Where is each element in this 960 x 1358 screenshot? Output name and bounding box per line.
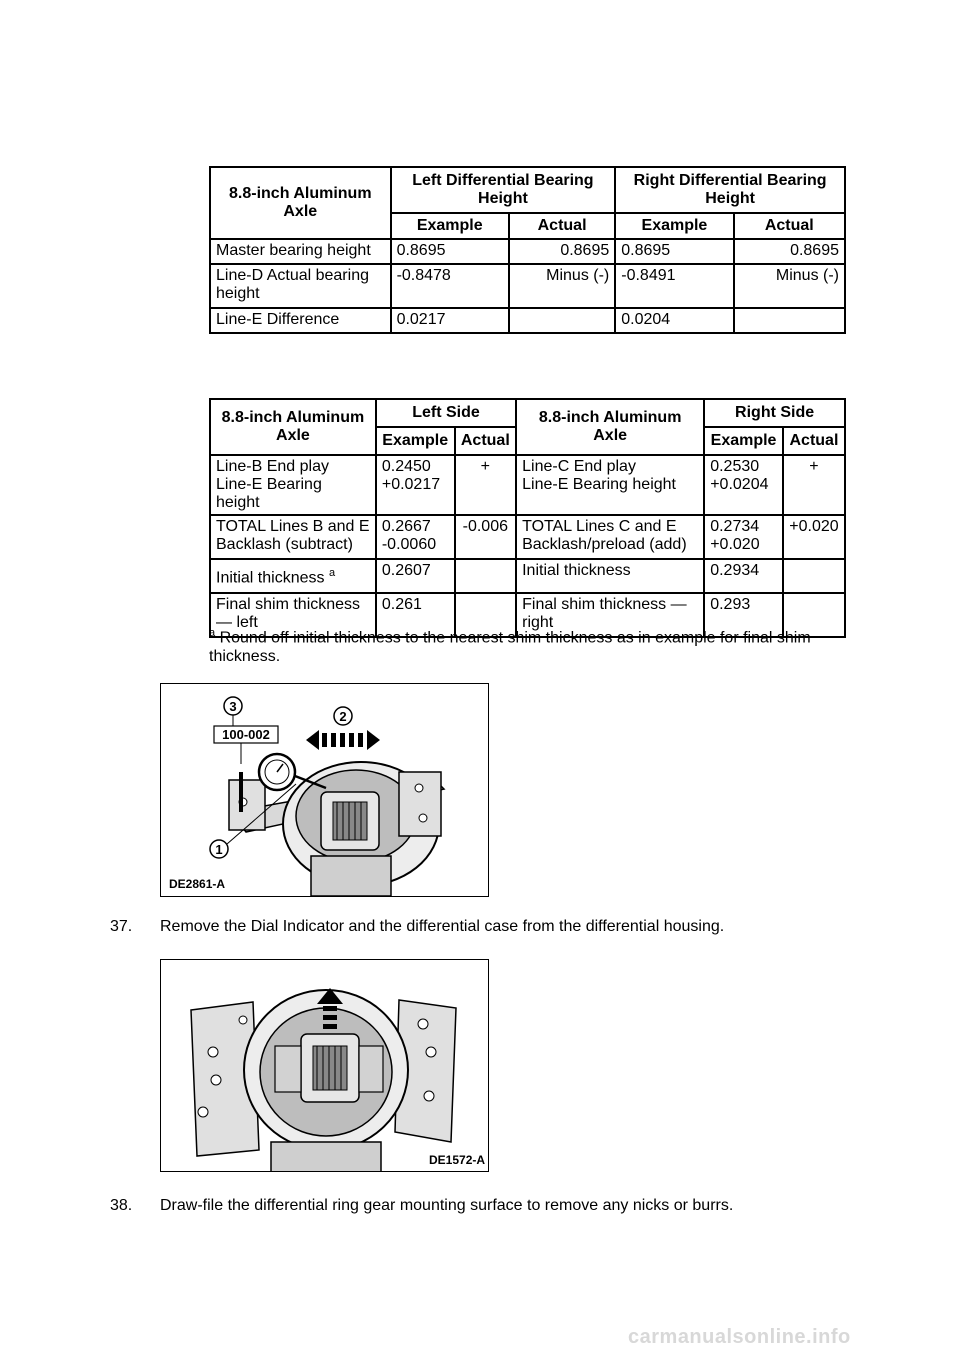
differential-case-illustration: [161, 960, 488, 1171]
cell: [704, 515, 783, 559]
cell: +0.020: [783, 515, 845, 559]
value-line: 0.2450: [381, 458, 431, 475]
step-text: Draw-file the differential ring gear mounting surface to remove any nicks or burrs.: [160, 1197, 734, 1214]
table2-subheader: Actual: [455, 427, 517, 455]
cell: Minus (-): [734, 264, 845, 308]
table1-corner-header: 8.8-inch Aluminum Axle: [210, 167, 391, 239]
table2-left-group-header: Left Side: [376, 399, 516, 427]
cell: 0.293: [704, 593, 783, 637]
table-row: [210, 239, 845, 264]
cell: [376, 455, 455, 515]
value-line: 0.2530: [710, 458, 760, 475]
label-line: Line-B End play: [216, 458, 329, 475]
row-label: Line-D Actual bearing height: [210, 264, 391, 308]
step-text: Remove the Dial Indicator and the differential case from the differential housing.: [160, 918, 725, 935]
callout-2: 2: [339, 709, 347, 724]
footnote-mark: a: [209, 627, 216, 639]
table-row: [210, 515, 845, 559]
table2-right-group-header: Right Side: [704, 399, 845, 427]
row-label: Initial thickness: [516, 559, 704, 593]
row-label: [516, 455, 704, 515]
tool-number: 100-002: [222, 727, 270, 742]
cell: [376, 515, 455, 559]
row-label: Line-E Difference: [210, 308, 391, 333]
callout-1: 1: [215, 842, 223, 857]
table2-left-corner-header: 8.8-inch Aluminum Axle: [210, 399, 376, 455]
shim-thickness-table: [209, 398, 846, 638]
value-line: +0.0217: [381, 476, 441, 493]
bearing-height-table: [209, 166, 846, 334]
table1-subheader: Example: [391, 213, 509, 239]
label-line: Final shim thickness —: [522, 596, 687, 613]
table1-subheader: Example: [615, 213, 733, 239]
row-label: [516, 515, 704, 559]
row-label: Master bearing height: [210, 239, 391, 264]
label-line: Line-E Bearing height: [522, 476, 676, 493]
cell: [509, 308, 615, 333]
figure-id: DE1572-A: [429, 1153, 486, 1167]
cell: [783, 559, 845, 593]
value-line: 0.2667: [381, 518, 431, 535]
label-line: Initial thickness: [216, 569, 325, 587]
cell: 0.8695: [615, 239, 733, 264]
step-number: 38.: [110, 1197, 133, 1214]
cell: 0.8695: [509, 239, 615, 264]
value-line: 0.2734: [710, 518, 760, 535]
figure-remove-case: [160, 959, 489, 1172]
footnote-text: Round off initial thickness to the nearest shim thickness as in example for final shim thickness.: [209, 629, 811, 666]
figure-dial-indicator: [160, 683, 489, 897]
label-line: Line-E Bearing height: [216, 476, 322, 511]
cell: [704, 455, 783, 515]
table-row: [210, 264, 845, 308]
cell: +: [783, 455, 845, 515]
table2-subheader: Example: [704, 427, 783, 455]
cell: 0.8695: [391, 239, 509, 264]
label-line: Backlash/preload (add): [522, 536, 687, 553]
label-line: Line-C End play: [522, 458, 636, 475]
row-label: [210, 455, 376, 515]
label-line: right: [522, 614, 554, 631]
table-row: [210, 455, 845, 515]
label-line: Backlash (subtract): [216, 536, 353, 553]
table1-subheader: Actual: [509, 213, 615, 239]
figure-id: DE2861-A: [169, 877, 226, 891]
table1-right-group-header: Right Differential Bearing Height: [615, 167, 845, 213]
cell: -0.006: [455, 515, 517, 559]
cell: 0.0217: [391, 308, 509, 333]
row-label: [210, 515, 376, 559]
table1-left-group-header: Left Differential Bearing Height: [391, 167, 616, 213]
step-number: 37.: [110, 918, 133, 935]
cell: -0.8478: [391, 264, 509, 308]
label-line: TOTAL Lines C and E: [522, 518, 677, 535]
table-row: [210, 308, 845, 333]
label-line: — left: [216, 614, 258, 631]
cell: 0.0204: [615, 308, 733, 333]
label-line: TOTAL Lines B and E: [216, 518, 370, 535]
value-line: +0.020: [710, 536, 760, 553]
cell: 0.261: [376, 593, 455, 637]
table2-subheader: Actual: [783, 427, 845, 455]
footnote-marker: a: [328, 567, 336, 580]
cell: Minus (-): [509, 264, 615, 308]
label-line: Final shim thickness: [216, 596, 361, 613]
table2-right-corner-header: 8.8-inch Aluminum Axle: [516, 399, 704, 455]
watermark: carmanualsonline.info: [628, 1326, 851, 1348]
table-row: [210, 559, 845, 593]
cell: [734, 308, 845, 333]
cell: 0.2607: [376, 559, 455, 593]
table1-subheader: Actual: [734, 213, 845, 239]
callout-3: 3: [229, 699, 237, 714]
table-footnote: [209, 624, 849, 666]
table2-subheader: Example: [376, 427, 455, 455]
row-label: [210, 559, 376, 593]
value-line: +0.0204: [710, 476, 769, 493]
cell: 0.8695: [734, 239, 845, 264]
cell: +: [455, 455, 517, 515]
value-line: -0.0060: [381, 536, 437, 553]
cell: -0.8491: [615, 264, 733, 308]
cell: [455, 559, 517, 593]
dial-indicator-illustration: [161, 684, 488, 896]
cell: 0.2934: [704, 559, 783, 593]
